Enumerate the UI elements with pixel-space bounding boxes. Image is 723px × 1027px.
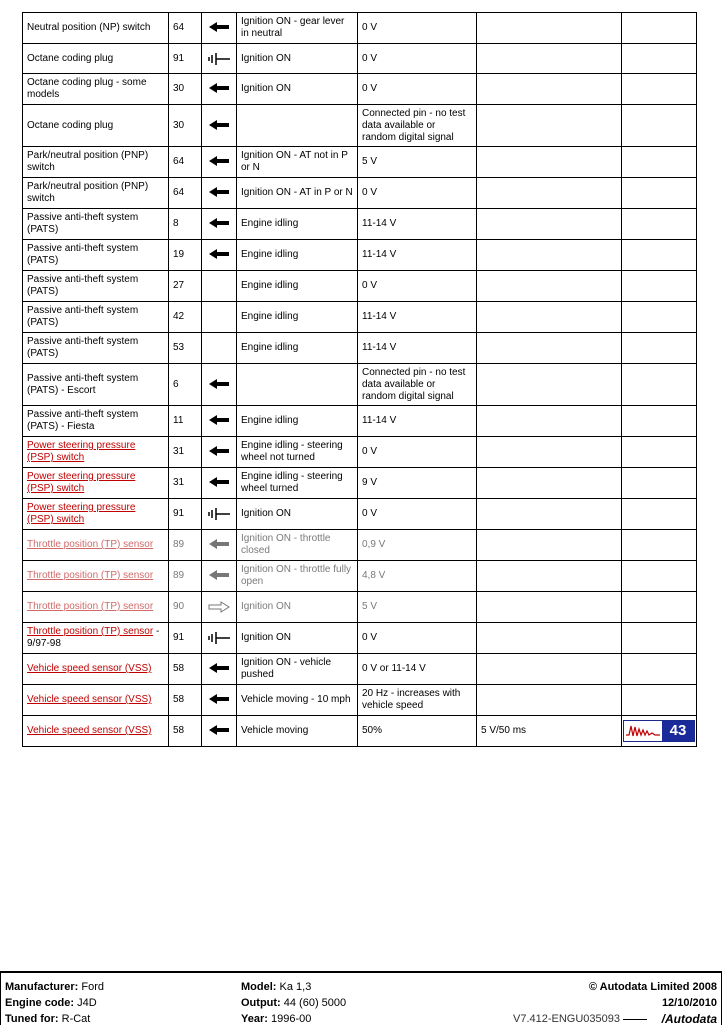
scope-setting-cell <box>477 271 622 302</box>
condition-cell: Ignition ON - gear lever in neutral <box>237 13 358 44</box>
value-cell: 11-14 V <box>358 406 477 437</box>
component-cell[interactable] <box>23 716 169 747</box>
value-cell: Connected pin - no test data available or random digital signal <box>358 364 477 406</box>
value-cell: 0 V <box>358 499 477 530</box>
component-suffix: - 9/97-98 <box>27 626 160 649</box>
value-cell: 11-14 V <box>358 333 477 364</box>
component-link[interactable]: Throttle position (TP) sensor <box>27 626 154 637</box>
table-row <box>23 271 697 302</box>
component-name: Octane coding plug <box>27 119 114 131</box>
tuned-for-label: Tuned for: <box>5 1013 59 1025</box>
waveform-cell <box>622 499 697 530</box>
waveform-cell <box>622 105 697 147</box>
output-label: Output: <box>241 997 281 1009</box>
pin-cell: 58 <box>169 685 202 716</box>
arrow-left-icon <box>209 379 229 390</box>
component-cell <box>23 302 169 333</box>
condition-cell: Engine idling <box>237 302 358 333</box>
pin-data-table <box>22 12 697 747</box>
table-row <box>23 406 697 437</box>
table-row <box>23 499 697 530</box>
waveform-cell <box>622 406 697 437</box>
waveform-cell <box>622 271 697 302</box>
value-cell: 11-14 V <box>358 209 477 240</box>
condition-cell: Ignition ON <box>237 499 358 530</box>
component-name: Passive anti-theft system (PATS) <box>27 212 139 235</box>
condition-cell: Engine idling <box>237 333 358 364</box>
year-label: Year: <box>241 1013 268 1025</box>
table-row <box>23 654 697 685</box>
scope-setting-cell <box>477 406 622 437</box>
condition-cell <box>237 105 358 147</box>
condition-cell <box>237 364 358 406</box>
component-cell[interactable] <box>23 437 169 468</box>
pin-cell: 42 <box>169 302 202 333</box>
scope-setting-cell <box>477 302 622 333</box>
pin-cell: 6 <box>169 364 202 406</box>
value-cell: 0 V <box>358 623 477 654</box>
ground-icon <box>208 53 230 64</box>
component-name: Neutral position (NP) switch <box>27 22 151 33</box>
value-cell: 4,8 V <box>358 561 477 592</box>
output-value: 44 (60) 5000 <box>283 997 347 1009</box>
page-footer <box>0 971 722 1025</box>
signal-direction-cell <box>202 105 237 147</box>
value-cell: 0 V or 11-14 V <box>358 654 477 685</box>
signal-direction-cell <box>202 437 237 468</box>
ground-icon <box>208 633 230 644</box>
component-link[interactable]: Throttle position (TP) sensor <box>27 601 154 612</box>
waveform-button[interactable] <box>623 720 695 742</box>
arrow-left-icon <box>209 415 229 426</box>
arrow-left-icon <box>209 663 229 674</box>
component-name: Passive anti-theft system (PATS) <box>27 274 139 297</box>
value-cell: 20 Hz - increases with vehicle speed <box>358 685 477 716</box>
arrow-left-icon <box>209 694 229 705</box>
pin-cell: 91 <box>169 44 202 74</box>
component-cell[interactable] <box>23 654 169 685</box>
component-name: Passive anti-theft system (PATS) - Escort <box>27 372 139 396</box>
scope-setting-cell <box>477 685 622 716</box>
signal-direction-cell <box>202 499 237 530</box>
table-row <box>23 44 697 74</box>
value-cell: 0 V <box>358 437 477 468</box>
signal-direction-cell <box>202 364 237 406</box>
value-cell: 5 V <box>358 592 477 623</box>
component-cell <box>23 147 169 178</box>
waveform-cell <box>622 302 697 333</box>
signal-direction-cell <box>202 147 237 178</box>
condition-cell: Ignition ON - AT not in P or N <box>237 147 358 178</box>
arrow-left-icon <box>209 477 229 488</box>
condition-cell: Ignition ON <box>237 74 358 105</box>
signal-direction-cell <box>202 530 237 561</box>
waveform-cell <box>622 240 697 271</box>
pin-cell: 30 <box>169 74 202 105</box>
print-date: 12/10/2010 <box>661 997 717 1009</box>
scope-setting-cell <box>477 333 622 364</box>
footer-vehicle-id <box>5 979 104 1027</box>
waveform-cell <box>622 364 697 406</box>
arrow-left-icon <box>209 156 229 167</box>
signal-direction-cell <box>202 240 237 271</box>
waveform-cell[interactable] <box>622 716 697 747</box>
condition-cell: Ignition ON <box>237 592 358 623</box>
signal-direction-cell <box>202 685 237 716</box>
pin-cell: 11 <box>169 406 202 437</box>
signal-direction-cell <box>202 716 237 747</box>
waveform-cell <box>622 561 697 592</box>
arrow-left-icon <box>209 570 229 581</box>
table-row <box>23 468 697 499</box>
scope-setting-cell <box>477 13 622 44</box>
component-cell <box>23 364 169 406</box>
value-cell: 11-14 V <box>358 240 477 271</box>
scope-setting-cell <box>477 105 622 147</box>
component-name: Passive anti-theft system (PATS) <box>27 336 139 359</box>
table-row <box>23 240 697 271</box>
table-row <box>23 530 697 561</box>
component-name: Octane coding plug <box>27 52 114 64</box>
scope-setting-cell <box>477 147 622 178</box>
engine-code-value: J4D <box>77 997 97 1009</box>
component-link[interactable]: Vehicle speed sensor (VSS) <box>27 663 152 674</box>
pin-cell: 27 <box>169 271 202 302</box>
scope-setting-cell <box>477 530 622 561</box>
pin-cell: 90 <box>169 592 202 623</box>
engine-code-label: Engine code: <box>5 997 75 1009</box>
component-cell[interactable] <box>23 685 169 716</box>
waveform-cell <box>622 209 697 240</box>
scope-setting-cell <box>477 364 622 406</box>
ground-icon <box>208 509 230 520</box>
table-row <box>23 716 697 747</box>
component-name: Passive anti-theft system (PATS) - Fiesta <box>27 409 139 432</box>
arrow-left-icon <box>209 22 229 33</box>
value-cell: 0 V <box>358 178 477 209</box>
component-cell <box>23 271 169 302</box>
waveform-cell <box>622 592 697 623</box>
footer-vehicle-spec <box>241 979 346 1027</box>
signal-direction-cell <box>202 592 237 623</box>
component-cell <box>23 178 169 209</box>
component-cell <box>23 209 169 240</box>
arrow-left-icon <box>209 249 229 260</box>
value-cell: 11-14 V <box>358 302 477 333</box>
version-code: V7.412-ENGU035093 <box>513 1013 621 1025</box>
table-row <box>23 178 697 209</box>
pin-cell: 31 <box>169 468 202 499</box>
pin-cell: 64 <box>169 147 202 178</box>
table-body <box>23 13 697 747</box>
arrow-left-icon <box>209 218 229 229</box>
pin-cell: 58 <box>169 716 202 747</box>
tuned-for-value: R-Cat <box>61 1013 91 1025</box>
brand-divider <box>623 1019 647 1020</box>
value-cell: 5 V <box>358 147 477 178</box>
waveform-cell <box>622 178 697 209</box>
pin-cell: 89 <box>169 530 202 561</box>
scope-setting-cell <box>477 437 622 468</box>
component-cell[interactable] <box>23 468 169 499</box>
waveform-cell <box>622 437 697 468</box>
condition-cell: Ignition ON - throttle closed <box>237 530 358 561</box>
waveform-cell <box>622 468 697 499</box>
table-row <box>23 147 697 178</box>
condition-cell: Vehicle moving <box>237 716 358 747</box>
component-name: Park/neutral position (PNP) switch <box>27 181 149 204</box>
scope-setting-cell <box>477 468 622 499</box>
component-cell <box>23 333 169 364</box>
manufacturer-value: Ford <box>81 981 105 993</box>
scope-setting-cell <box>477 178 622 209</box>
waveform-icon <box>624 721 662 741</box>
condition-cell: Engine idling <box>237 406 358 437</box>
component-cell[interactable] <box>23 623 169 654</box>
condition-cell: Engine idling <box>237 240 358 271</box>
condition-cell: Ignition ON <box>237 623 358 654</box>
table-row <box>23 333 697 364</box>
arrow-left-icon <box>209 539 229 550</box>
signal-direction-cell <box>202 178 237 209</box>
scope-setting-cell <box>477 209 622 240</box>
component-cell <box>23 74 169 105</box>
signal-direction-cell <box>202 44 237 74</box>
footer-copyright <box>589 979 717 1011</box>
component-cell[interactable] <box>23 530 169 561</box>
value-cell: 0,9 V <box>358 530 477 561</box>
scope-setting-cell <box>477 240 622 271</box>
scope-setting-cell <box>477 499 622 530</box>
signal-direction-cell <box>202 406 237 437</box>
scope-setting-cell <box>477 654 622 685</box>
scope-setting-cell <box>477 44 622 74</box>
component-cell <box>23 240 169 271</box>
year-value: 1996-00 <box>270 1013 312 1025</box>
arrow-left-icon <box>209 83 229 94</box>
component-link[interactable]: Power steering pressure (PSP) switch <box>27 471 136 494</box>
scope-setting-cell <box>477 74 622 105</box>
signal-direction-cell <box>202 271 237 302</box>
arrow-left-icon <box>209 446 229 457</box>
component-cell <box>23 13 169 44</box>
condition-cell: Ignition ON - AT in P or N <box>237 178 358 209</box>
signal-direction-cell <box>202 623 237 654</box>
scope-setting-cell <box>477 561 622 592</box>
waveform-cell <box>622 623 697 654</box>
component-cell[interactable] <box>23 499 169 530</box>
value-cell: 0 V <box>358 74 477 105</box>
table-row <box>23 209 697 240</box>
model-label: Model: <box>241 981 277 993</box>
waveform-cell <box>622 44 697 74</box>
component-link[interactable]: Vehicle speed sensor (VSS) <box>27 694 152 705</box>
condition-cell: Vehicle moving - 10 mph <box>237 685 358 716</box>
waveform-cell <box>622 74 697 105</box>
component-cell[interactable] <box>23 592 169 623</box>
condition-cell: Ignition ON <box>237 44 358 74</box>
condition-cell: Engine idling <box>237 271 358 302</box>
table-row <box>23 623 697 654</box>
copyright-text: © Autodata Limited 2008 <box>588 981 717 993</box>
value-cell: 0 V <box>358 271 477 302</box>
component-name: Passive anti-theft system (PATS) <box>27 243 139 266</box>
component-cell <box>23 44 169 74</box>
pin-cell: 19 <box>169 240 202 271</box>
waveform-cell <box>622 333 697 364</box>
table-row <box>23 74 697 105</box>
waveform-cell <box>622 147 697 178</box>
condition-cell: Engine idling - steering wheel turned <box>237 468 358 499</box>
pin-cell: 58 <box>169 654 202 685</box>
signal-direction-cell <box>202 468 237 499</box>
arrow-right-outline-icon <box>208 601 230 612</box>
component-cell <box>23 406 169 437</box>
scope-setting-cell <box>477 623 622 654</box>
table-row <box>23 592 697 623</box>
signal-direction-cell <box>202 654 237 685</box>
waveform-cell <box>622 685 697 716</box>
table-row <box>23 364 697 406</box>
pin-cell: 64 <box>169 13 202 44</box>
pin-cell: 30 <box>169 105 202 147</box>
component-name: Octane coding plug - some models <box>27 77 147 100</box>
table-row <box>23 302 697 333</box>
arrow-left-icon <box>209 187 229 198</box>
scope-setting-cell: 5 V/50 ms <box>477 716 622 747</box>
value-cell: 9 V <box>358 468 477 499</box>
signal-direction-cell <box>202 74 237 105</box>
component-name: Passive anti-theft system (PATS) <box>27 305 139 328</box>
table-row <box>23 13 697 44</box>
signal-direction-cell <box>202 302 237 333</box>
waveform-cell <box>622 530 697 561</box>
table-row <box>23 437 697 468</box>
pin-cell: 31 <box>169 437 202 468</box>
pin-cell: 91 <box>169 499 202 530</box>
condition-cell: Ignition ON - vehicle pushed <box>237 654 358 685</box>
component-link[interactable]: Power steering pressure (PSP) switch <box>27 440 136 463</box>
signal-direction-cell <box>202 561 237 592</box>
manufacturer-label: Manufacturer: <box>5 981 79 993</box>
component-link[interactable]: Throttle position (TP) sensor <box>27 570 154 581</box>
arrow-left-icon <box>209 120 229 131</box>
pin-cell: 8 <box>169 209 202 240</box>
model-value: Ka 1,3 <box>279 981 312 993</box>
condition-cell: Engine idling <box>237 209 358 240</box>
component-cell[interactable] <box>23 561 169 592</box>
value-cell: Connected pin - no test data available or random digital signal <box>358 105 477 147</box>
autodata-logo: /Autodata <box>661 1012 717 1026</box>
value-cell: 0 V <box>358 44 477 74</box>
condition-cell: Ignition ON - throttle fully open <box>237 561 358 592</box>
pin-cell: 91 <box>169 623 202 654</box>
value-cell: 0 V <box>358 13 477 44</box>
pin-cell: 64 <box>169 178 202 209</box>
signal-direction-cell <box>202 209 237 240</box>
signal-direction-cell <box>202 13 237 44</box>
component-name: Park/neutral position (PNP) switch <box>27 150 149 173</box>
signal-direction-cell <box>202 333 237 364</box>
table-row <box>23 105 697 147</box>
table-row <box>23 561 697 592</box>
waveform-cell <box>622 13 697 44</box>
pin-cell: 53 <box>169 333 202 364</box>
component-link[interactable]: Throttle position (TP) sensor <box>27 539 154 550</box>
arrow-left-icon <box>209 725 229 736</box>
pin-cell: 89 <box>169 561 202 592</box>
component-cell <box>23 105 169 147</box>
value-cell: 50% <box>358 716 477 747</box>
condition-cell: Engine idling - steering wheel not turned <box>237 437 358 468</box>
waveform-number: 43 <box>662 721 694 741</box>
component-link[interactable]: Power steering pressure (PSP) switch <box>27 502 136 525</box>
scope-setting-cell <box>477 592 622 623</box>
waveform-cell <box>622 654 697 685</box>
table-row <box>23 685 697 716</box>
component-link[interactable]: Vehicle speed sensor (VSS) <box>27 725 152 736</box>
